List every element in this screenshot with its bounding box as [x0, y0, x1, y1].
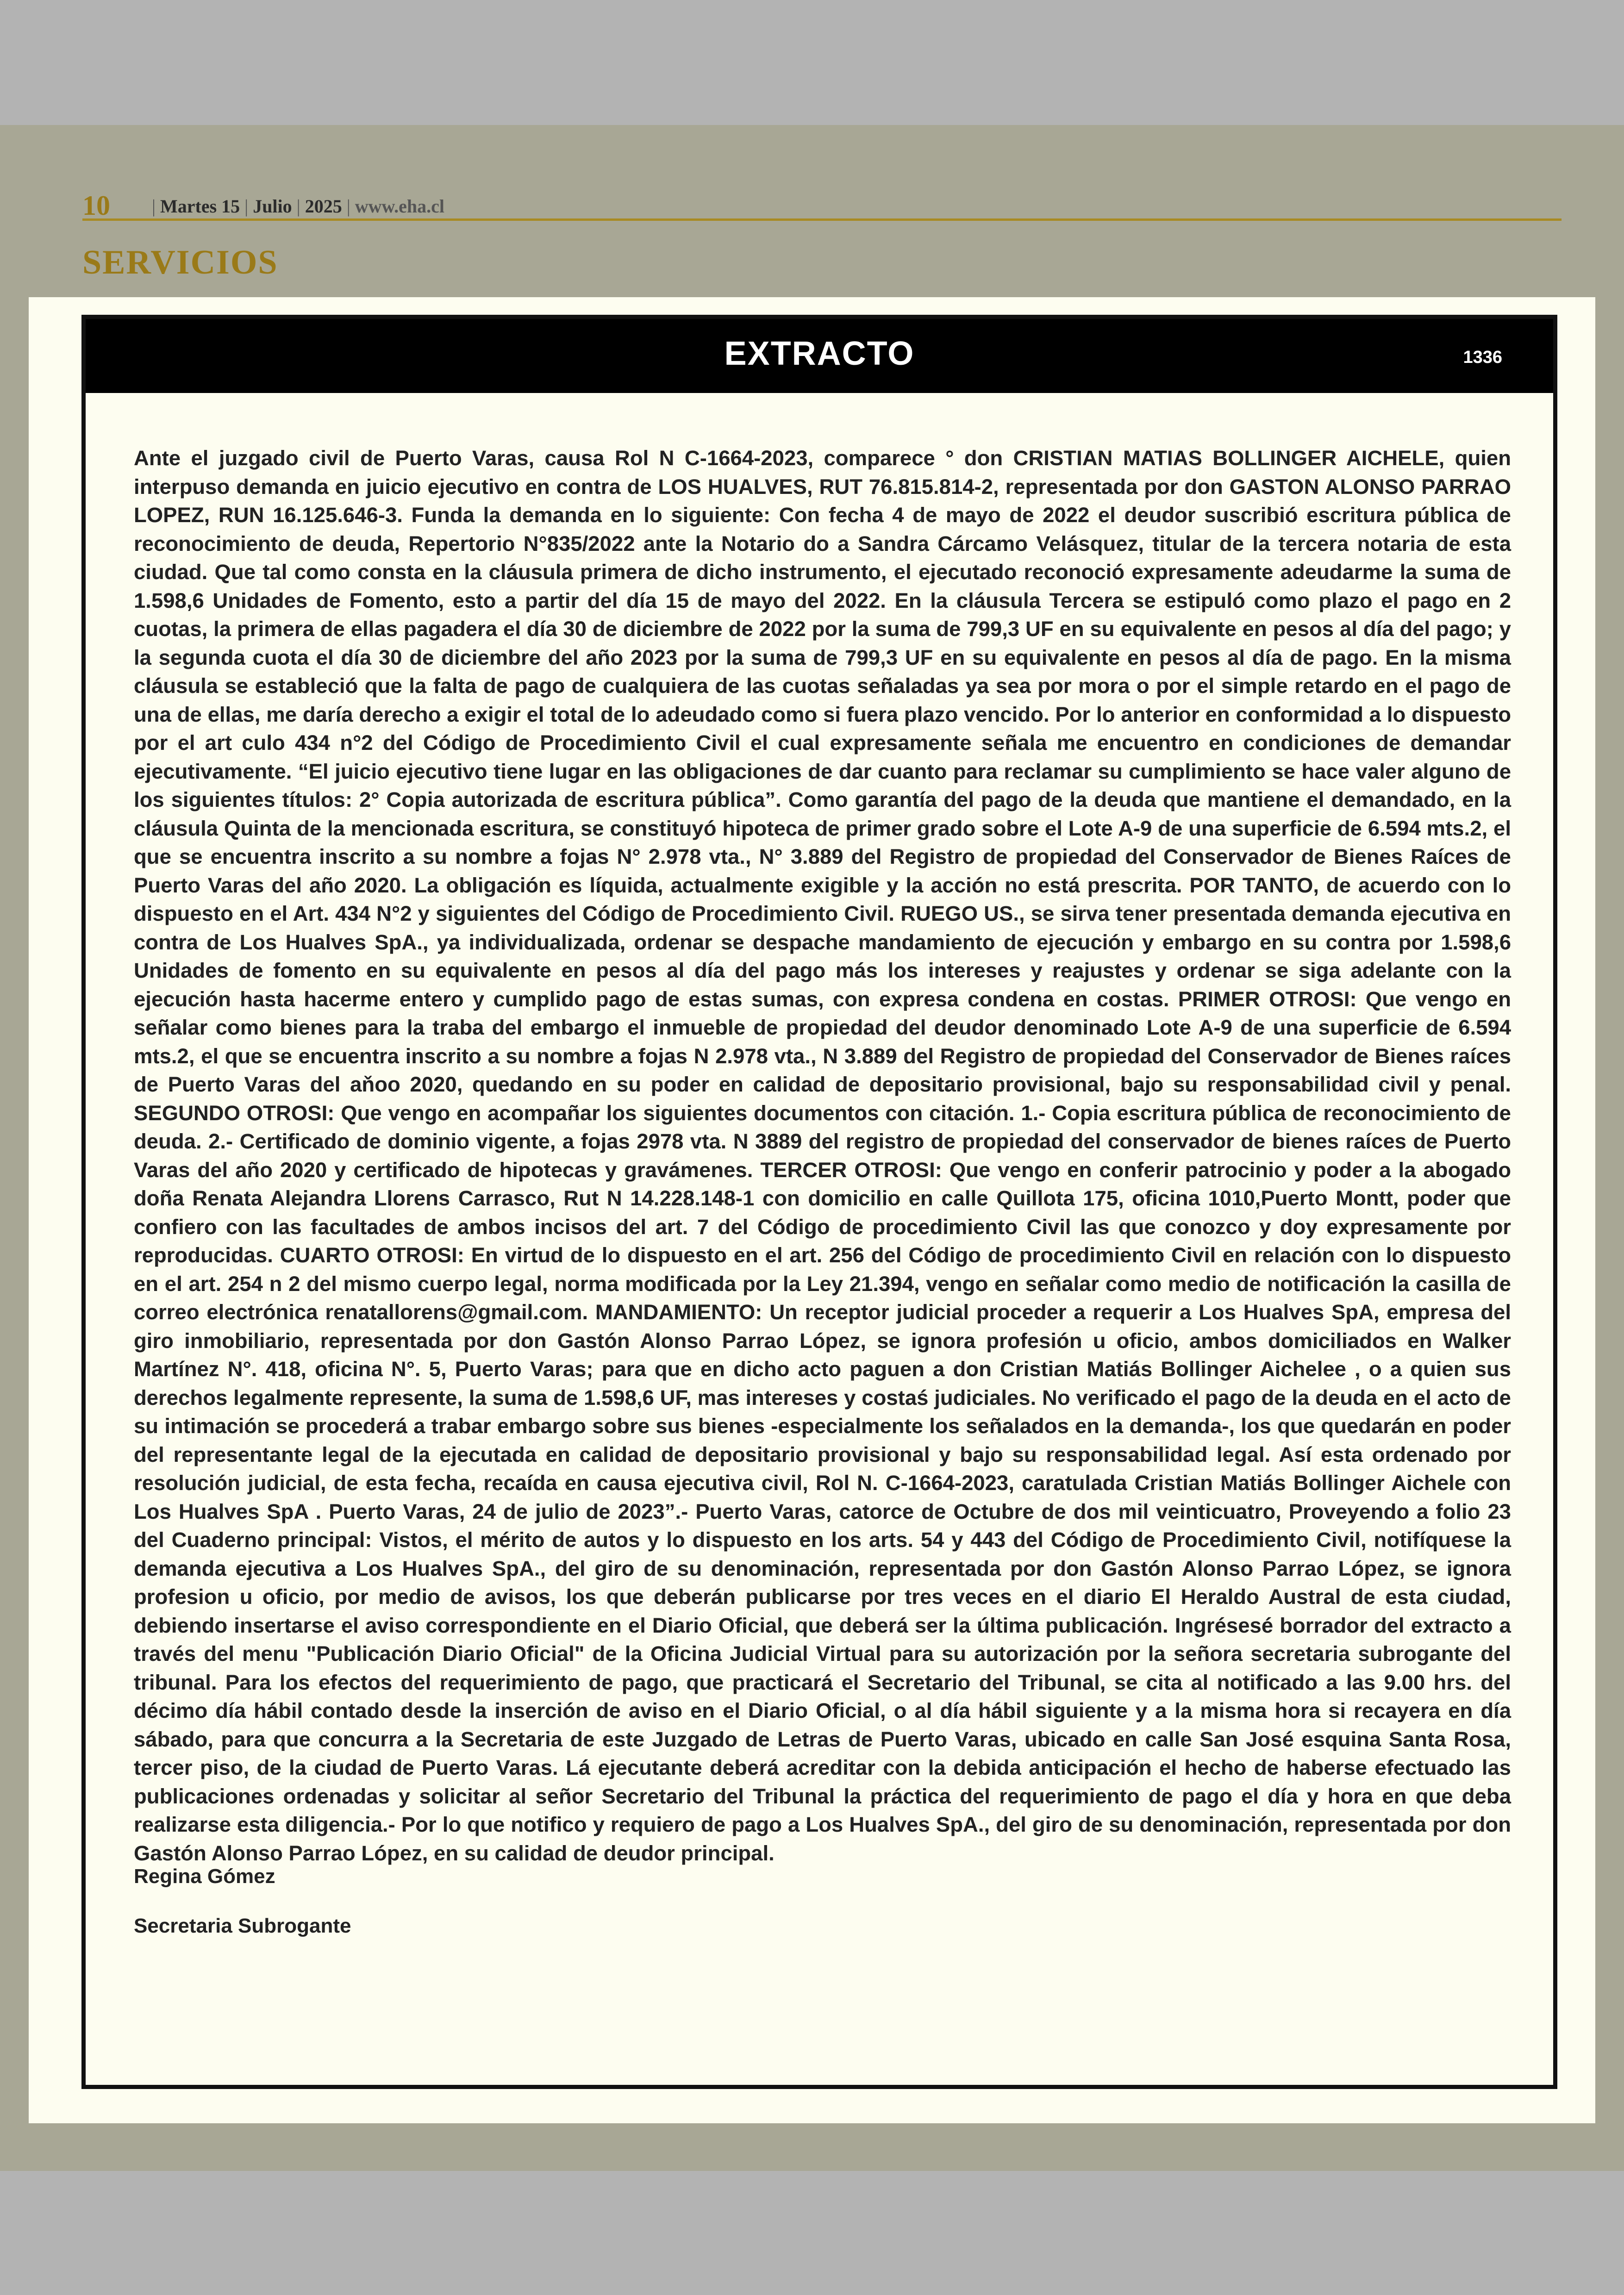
signature-role: Secretaria Subrogante [134, 1915, 351, 1937]
notice-frame [81, 315, 1557, 2089]
issue-date-line: | Martes 15 | Julio | 2025 | www.eha.cl [152, 196, 445, 217]
notice-body: Ante el juzgado civil de Puerto Varas, causa Rol N C-1664-2023, comparece ° don CRISTIAN MATIAS BOLLINGER AICHELE, quien interpuso demanda en juicio ejecutivo en contra de LOS HUALVES, RUT 76.815.814-2, representada por don GASTON ALONSO PARRAO LOPEZ, RUN 16.125.646-3. Funda la demanda en lo siguiente: Con fecha 4 de mayo de 2022 el deudor suscribió escritura pública de reconocimiento de deuda, Repertorio N°835/2022 ante la Notario do a Sandra Cárcamo Velásquez, titular de la tercera notaria de esta ciudad. Que tal como consta en la cláusula primera de dicho instrumento, el ejecutado reconoció expresamente adeudarme la suma de 1.598,6 Unidades de Fomento, esto a partir del día 15 de mayo del 2022. En la cláusula Tercera se estipuló como plazo el pago en 2 cuotas, la primera de ellas pagadera el día 30 de diciembre de 2022 por la suma de 799,3 UF en su equivalente en pesos al día del pago; y la segunda cuota el día 30 de diciembre del año 2023 por la suma de 799,3 UF en su equivalente en pesos al día de pago. En la misma cláusula se estableció que la falta de pago de cualquiera de las cuotas señaladas ya sea por mora o por el simple retardo en el pago de una de ellas, me daría derecho a exigir el total de lo adeudado como si fuera plazo vencido. Por lo anterior en conformidad a lo dispuesto por el art culo 434 n°2 del Código de Procedimiento Civil el cual expresamente señala me encuentro en condiciones de demandar ejecutivamente. “El juicio ejecutivo tiene lugar en las obligaciones de dar cuanto para reclamar su cumplimiento se hace valer alguno de los siguientes títulos: 2° Copia autorizada de escritura pública”. Como garantía del pago de la deuda que mantiene el demandado, en la cláusula Quinta de la mencionada escritura, se constituyó hipoteca de primer grado sobre el Lote A-9 de una superficie de 6.594 mts.2, el que se encuentra inscrito a su nombre a fojas N° 2.978 vta., N° 3.889 del Registro de propiedad del Conservador de Bienes Raíces de Puerto Varas del año 2020. La obligación es líquida, actualmente exigible y la acción no está prescrita. POR TANTO, de acuerdo con lo dispuesto en el Art. 434 N°2 y siguientes del Código de Procedimiento Civil. RUEGO US., se sirva tener presentada demanda ejecutiva en contra de Los Hualves SpA., ya individualizada, ordenar se despache mandamiento de ejecución y embargo en su contra por 1.598,6 Unidades de fomento en su equivalente en pesos al día del pago más los intereses y reajustes y ordenar se siga adelante con la ejecución hasta hacerme entero y cumplido pago de estas sumas, con expresa condena en costas. PRIMER OTROSI: Que vengo en señalar como bienes para la traba del embargo el inmueble de propiedad del deudor denominado Lote A-9 de una superficie de 6.594 mts.2, el que se encuentra inscrito a su nombre a fojas N 2.978 vta., N 3.889 del Registro de propiedad del Conservador de Bienes raíces de Puerto Varas del aňoo 2020, quedando en su poder en calidad de depositario provisional, bajo su responsabilidad civil y penal. SEGUNDO OTROSI: Que vengo en acompañar los siguientes documentos con citación. 1.- Copia escritura pública de reconocimiento de deuda. 2.- Certificado de dominio vigente, a fojas 2978 vta. N 3889 del registro de propiedad del conservador de bienes raíces de Puerto Varas del año 2020 y certificado de hipotecas y gravámenes. TERCER OTROSI: Que vengo en conferir patrocinio y poder a la abogado doña Renata Alejandra Llorens Carrasco, Rut N 14.228.148-1 con domicilio en calle Quillota 175, oficina 1010,Puerto Montt, poder que confiero con las facultades de ambos incisos del art. 7 del Código de procedimiento Civil las que conozco y doy expresamente por reproducidas. CUARTO OTROSI: En virtud de lo dispuesto en el art. 256 del Código de procedimiento Civil en relación con lo dispuesto en el art. 254 n 2 del mismo cuerpo legal, norma modificada por la Ley 21.394, vengo en señalar como medio de notificación la casilla de correo electrónica renatallorens@gmail.com. MANDAMIENTO: Un receptor judicial proceder a requerir a Los Hualves SpA, empresa del giro inmobiliario, representada por don Gastón Alonso Parrao López, se ignora profesión u oficio, ambos domiciliados en Walker Martínez N°. 418, oficina N°. 5, Puerto Varas; para que en dicho acto paguen a don Cristian Matiás Bollinger Aichelee , o a quien sus derechos legalmente represente, la suma de 1.598,6 UF, mas intereses y costaś judiciales. No verificado el pago de la deuda en el acto de su intimación se procederá a trabar embargo sobre sus bienes -especialmente los señalados en la demanda-, los que quedarán en poder del representante legal de la ejecutada en calidad de depositario provisional y bajo su responsabilidad legal. Así esta ordenado por resolución judicial, de esta fecha, recaída en causa ejecutiva civil, Rol N. C-1664-2023, caratulada Cristian Matiás Bollinger Aichele con Los Hualves SpA . Puerto Varas, 24 de julio de 2023”.- Puerto Varas, catorce de Octubre de dos mil veinticuatro, Proveyendo a folio 23 del Cuaderno principal: Vistos, el mérito de autos y lo dispuesto en los arts. 54 y 443 del Código de Procedimiento Civil, notifíquese la demanda ejecutiva a Los Hualves SpA., del giro de su denominación, representada por don Gastón Alonso Parrao López, se ignora profesion u oficio, por medio de avisos, los que deberán publicarse por tres veces en el diario El Heraldo Austral de esta ciudad, debiendo insertarse el aviso correspondiente en el Diario Oficial, que deberá ser la última publicación. Ingrésesé borrador del extracto a través del menu "Publicación Diario Oficial" de la Oficina Judicial Virtual para su autorización por la señora secretaria subrogante del tribunal. Para los efectos del requerimiento de pago, que practicará el Secretario del Tribunal, se cita al notificado a las 9.00 hrs. del décimo día hábil contado desde la inserción de aviso en el Diario Oficial, o al día hábil siguiente y a la misma hora si recayera en día sábado, para que concurra a la Secretaria de este Juzgado de Letras de Puerto Varas, ubicado en calle San José esquina Santa Rosa, tercer piso, de la ciudad de Puerto Varas. Lá ejecutante deberá acreditar con la debida anticipación el hecho de haberse efectuado las publicaciones ordenadas y solicitar al señor Secretario del Tribunal la práctica del requerimiento de pago el día y hora en que deba realizarse esta diligencia.- Por lo que notifico y requiero de pago a Los Hualves SpA., del giro de su denominación, representada por don Gastón Alonso Parrao López, en su calidad de deudor principal. [134, 446, 1511, 1865]
signature-name: Regina Gómez [134, 1865, 275, 1888]
notice-code: 1336 [1463, 348, 1502, 367]
notice-title: EXTRACTO [724, 335, 915, 372]
issue-weekday-day: Martes 15 [160, 196, 240, 217]
section-title: SERVICIOS [82, 243, 278, 281]
issue-month: Julio [253, 196, 292, 217]
page-header [82, 190, 1562, 221]
newspaper-page [0, 125, 1624, 2171]
notice-title-bar [86, 319, 1553, 393]
website-link[interactable]: www.eha.cl [355, 196, 445, 217]
notice-paper [29, 297, 1595, 2123]
page-number: 10 [82, 190, 110, 221]
issue-year: 2025 [305, 196, 342, 217]
